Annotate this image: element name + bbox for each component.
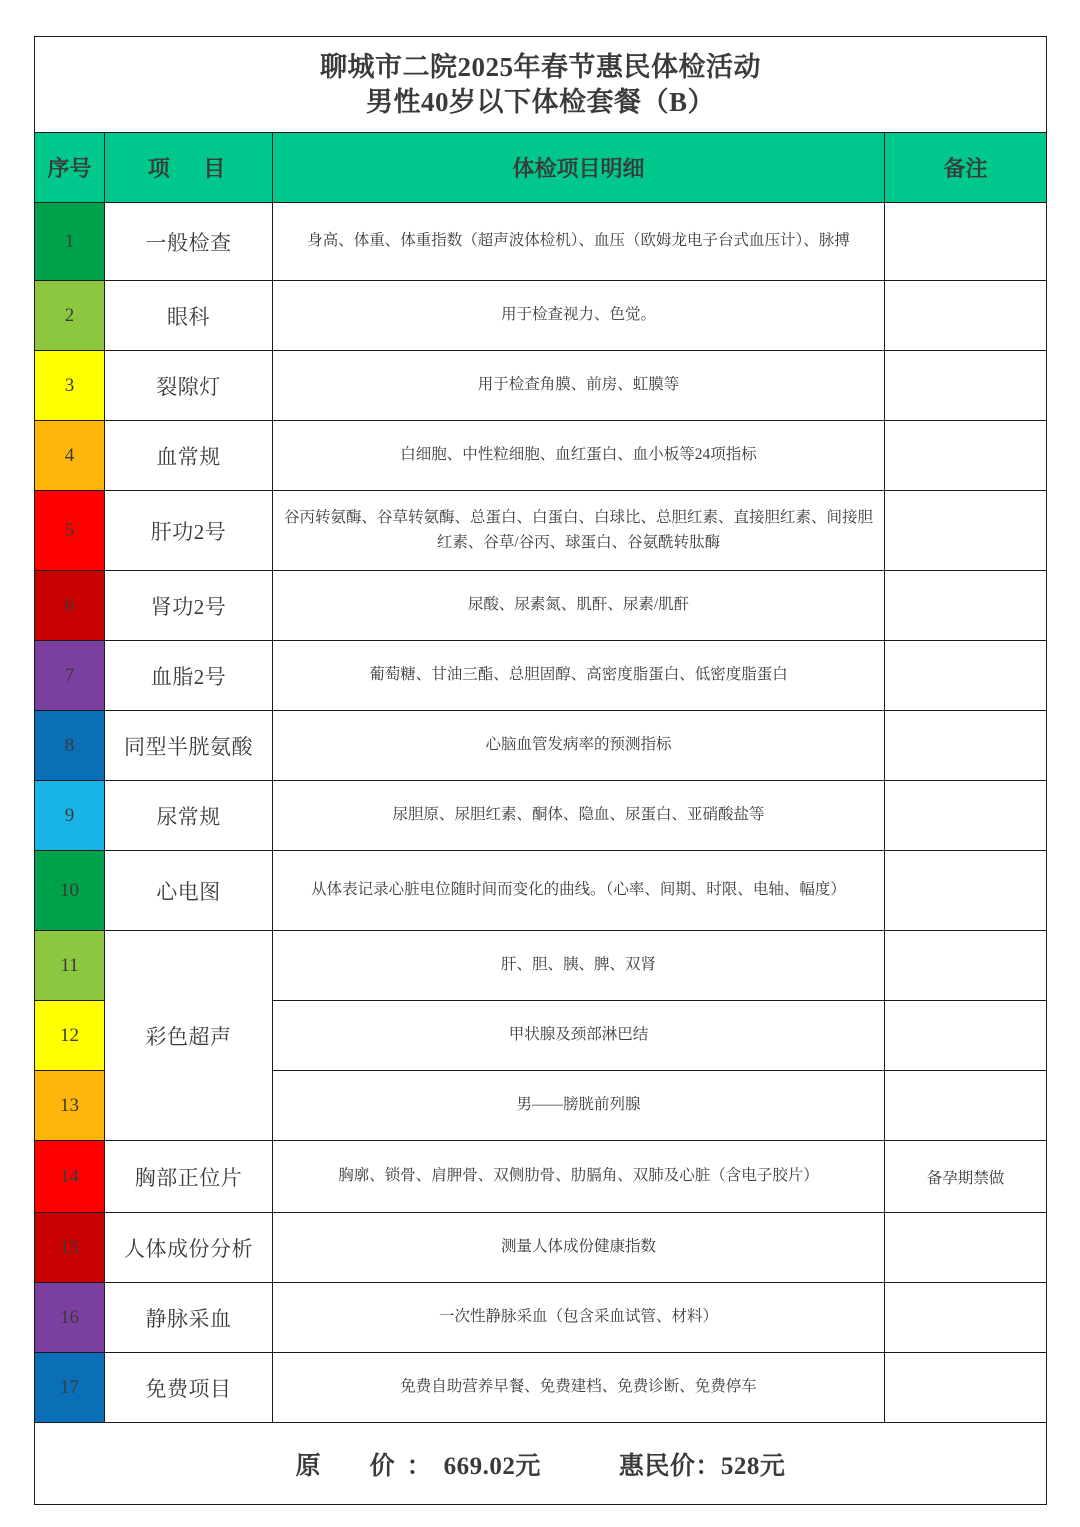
row-index-cell: 16: [35, 1283, 105, 1353]
row-index-cell: 8: [35, 711, 105, 781]
exam-item-remark: [885, 281, 1047, 351]
price-row: [35, 1423, 1047, 1505]
row-index-cell: 6: [35, 571, 105, 641]
row-index-cell: 5: [35, 491, 105, 571]
exam-item-detail: 一次性静脉采血（包含采血试管、材料）: [273, 1283, 885, 1353]
exam-item-remark: [885, 421, 1047, 491]
exam-item-remark: [885, 851, 1047, 931]
table-row: [35, 491, 1047, 571]
exam-item-detail: 白细胞、中性粒细胞、血红蛋白、血小板等24项指标: [273, 421, 885, 491]
exam-item-remark: [885, 1071, 1047, 1141]
title-line-2: 男性40岁以下体检套餐（B）: [365, 86, 715, 117]
original-price-value: 669.02元: [443, 1452, 541, 1480]
table-row: [35, 203, 1047, 281]
exam-item-remark: 备孕期禁做: [885, 1141, 1047, 1213]
table-row: [35, 1213, 1047, 1283]
exam-item-remark: [885, 203, 1047, 281]
row-index-cell: 12: [35, 1001, 105, 1071]
exam-item-detail: 免费自助营养早餐、免费建档、免费诊断、免费停车: [273, 1353, 885, 1423]
discount-price-label: 惠民价：: [618, 1452, 721, 1480]
exam-item-remark: [885, 1353, 1047, 1423]
exam-item-detail: 身高、体重、体重指数（超声波体检机）、血压（欧姆龙电子台式血压计）、脉搏: [273, 203, 885, 281]
exam-package-table: [34, 36, 1047, 1505]
exam-item-detail: 用于检查角膜、前房、虹膜等: [273, 351, 885, 421]
row-index-cell: 11: [35, 931, 105, 1001]
exam-item-remark: [885, 491, 1047, 571]
exam-item-name: 眼科: [105, 281, 273, 351]
exam-item-name: 胸部正位片: [105, 1141, 273, 1213]
price-summary: [35, 1423, 1047, 1505]
exam-item-name: 彩色超声: [105, 931, 273, 1141]
table-row: [35, 851, 1047, 931]
exam-item-name: 血脂2号: [105, 641, 273, 711]
table-header-row: [35, 133, 1047, 203]
exam-item-detail: 测量人体成份健康指数: [273, 1213, 885, 1283]
exam-item-detail: 尿胆原、尿胆红素、酮体、隐血、尿蛋白、亚硝酸盐等: [273, 781, 885, 851]
discount-price-value: 528元: [720, 1452, 786, 1480]
exam-item-remark: [885, 711, 1047, 781]
exam-item-detail: 肝、胆、胰、脾、双肾: [273, 931, 885, 1001]
row-index-cell: 15: [35, 1213, 105, 1283]
exam-item-detail: 葡萄糖、甘油三酯、总胆固醇、高密度脂蛋白、低密度脂蛋白: [273, 641, 885, 711]
exam-item-remark: [885, 781, 1047, 851]
exam-item-detail: 尿酸、尿素氮、肌酐、尿素/肌酐: [273, 571, 885, 641]
exam-item-detail: 心脑血管发病率的预测指标: [273, 711, 885, 781]
table-row: [35, 351, 1047, 421]
exam-item-name: 人体成份分析: [105, 1213, 273, 1283]
exam-item-detail: 谷丙转氨酶、谷草转氨酶、总蛋白、白蛋白、白球比、总胆红素、直接胆红素、间接胆红素、谷草/谷丙、球蛋白、谷氨酰转肽酶: [273, 491, 885, 571]
table-row: [35, 1141, 1047, 1213]
exam-item-remark: [885, 351, 1047, 421]
exam-item-name: 肝功2号: [105, 491, 273, 571]
row-index-cell: 4: [35, 421, 105, 491]
table-row: [35, 711, 1047, 781]
original-price-block: [296, 1453, 541, 1480]
original-price-label: 原 价：: [295, 1452, 444, 1480]
exam-item-name: 血常规: [105, 421, 273, 491]
row-index-cell: 17: [35, 1353, 105, 1423]
table-row: [35, 571, 1047, 641]
exam-item-name: 肾功2号: [105, 571, 273, 641]
table-row: [35, 641, 1047, 711]
table-row: [35, 1283, 1047, 1353]
exam-item-name: 裂隙灯: [105, 351, 273, 421]
exam-item-detail: 胸廓、锁骨、肩胛骨、双侧肋骨、肋膈角、双肺及心脏（含电子胶片）: [273, 1141, 885, 1213]
exam-item-remark: [885, 931, 1047, 1001]
exam-item-remark: [885, 1213, 1047, 1283]
exam-item-name: 静脉采血: [105, 1283, 273, 1353]
row-index-cell: 9: [35, 781, 105, 851]
exam-item-name: 免费项目: [105, 1353, 273, 1423]
exam-item-detail: 用于检查视力、色觉。: [273, 281, 885, 351]
exam-item-detail: 从体表记录心脏电位随时间而变化的曲线。（心率、间期、时限、电轴、幅度）: [273, 851, 885, 931]
table-row: [35, 281, 1047, 351]
row-index-cell: 2: [35, 281, 105, 351]
row-index-cell: 10: [35, 851, 105, 931]
exam-item-remark: [885, 1283, 1047, 1353]
column-header-detail: 体检项目明细: [273, 133, 885, 203]
table-row: [35, 421, 1047, 491]
row-index-cell: 13: [35, 1071, 105, 1141]
table-row: [35, 931, 1047, 1001]
column-header-no: 序号: [35, 133, 105, 203]
exam-item-remark: [885, 571, 1047, 641]
column-header-item: 项 目: [105, 133, 273, 203]
sheet-title: [35, 37, 1047, 133]
table-row: [35, 1353, 1047, 1423]
title-row: [35, 37, 1047, 133]
exam-item-name: 同型半胱氨酸: [105, 711, 273, 781]
row-index-cell: 7: [35, 641, 105, 711]
row-index-cell: 3: [35, 351, 105, 421]
row-index-cell: 14: [35, 1141, 105, 1213]
title-line-1: 聊城市二院2025年春节惠民体检活动: [320, 51, 761, 82]
exam-item-name: 一般检查: [105, 203, 273, 281]
table-row: [35, 781, 1047, 851]
exam-item-detail: 甲状腺及颈部淋巴结: [273, 1001, 885, 1071]
column-header-remark: 备注: [885, 133, 1047, 203]
exam-item-name: 心电图: [105, 851, 273, 931]
exam-item-name: 尿常规: [105, 781, 273, 851]
exam-item-remark: [885, 641, 1047, 711]
exam-item-remark: [885, 1001, 1047, 1071]
exam-item-detail: 男——膀胱前列腺: [273, 1071, 885, 1141]
row-index-cell: 1: [35, 203, 105, 281]
discount-price-block: [619, 1453, 786, 1480]
